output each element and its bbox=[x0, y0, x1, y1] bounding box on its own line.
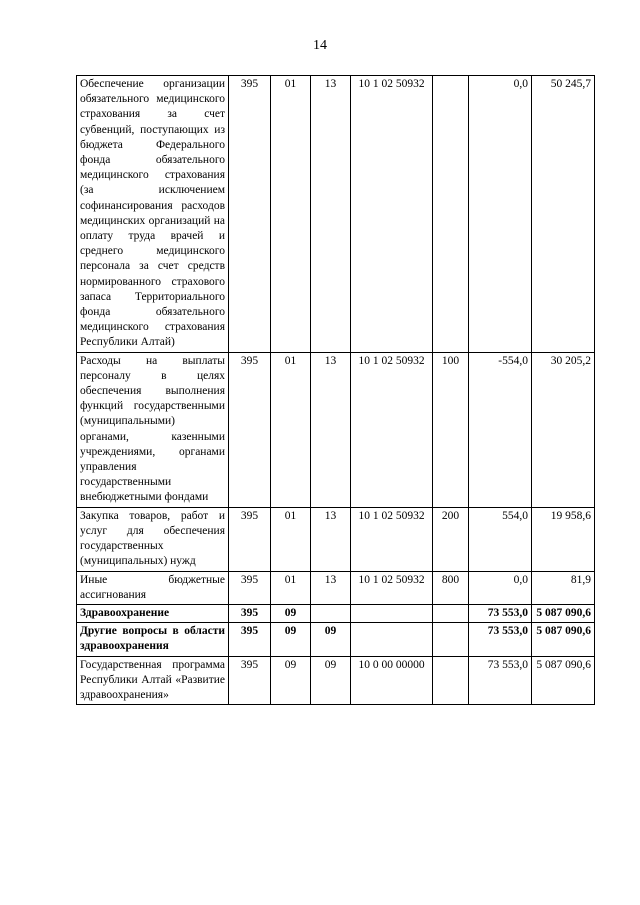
expense-type-code: 100 bbox=[433, 352, 469, 507]
page-number: 14 bbox=[313, 38, 327, 53]
total-amount: 5 087 090,6 bbox=[532, 656, 595, 705]
table-row bbox=[77, 623, 595, 656]
total-amount: 30 205,2 bbox=[532, 352, 595, 507]
target-article-code: 10 0 00 00000 bbox=[351, 656, 433, 705]
target-article-code: 10 1 02 50932 bbox=[351, 76, 433, 353]
section-code: 09 bbox=[271, 604, 311, 622]
target-article-code bbox=[351, 623, 433, 656]
change-amount: 73 553,0 bbox=[469, 656, 532, 705]
expense-type-code bbox=[433, 604, 469, 622]
change-amount: 73 553,0 bbox=[469, 604, 532, 622]
ved-code: 395 bbox=[229, 352, 271, 507]
section-code: 09 bbox=[271, 656, 311, 705]
change-amount: 0,0 bbox=[469, 76, 532, 353]
ved-code: 395 bbox=[229, 571, 271, 604]
target-article-code: 10 1 02 50932 bbox=[351, 352, 433, 507]
target-article-code: 10 1 02 50932 bbox=[351, 571, 433, 604]
subsection-code: 09 bbox=[311, 623, 351, 656]
section-code: 01 bbox=[271, 352, 311, 507]
expense-type-code bbox=[433, 76, 469, 353]
table-row bbox=[77, 507, 595, 571]
section-code: 01 bbox=[271, 507, 311, 571]
change-amount: -554,0 bbox=[469, 352, 532, 507]
table-row bbox=[77, 76, 595, 353]
ved-code: 395 bbox=[229, 604, 271, 622]
total-amount: 19 958,6 bbox=[532, 507, 595, 571]
total-amount: 50 245,7 bbox=[532, 76, 595, 353]
target-article-code bbox=[351, 604, 433, 622]
total-amount: 5 087 090,6 bbox=[532, 623, 595, 656]
total-amount: 81,9 bbox=[532, 571, 595, 604]
table-row bbox=[77, 656, 595, 705]
change-amount: 73 553,0 bbox=[469, 623, 532, 656]
row-description: Расходы на выплаты персоналу в целях обеспечения выполнения функций государственными (муниципальными) органами, казенными учреждениями, органами управления государственными внебюджетными фондами bbox=[77, 352, 229, 507]
change-amount: 554,0 bbox=[469, 507, 532, 571]
row-description: Закупка товаров, работ и услуг для обеспечения государственных (муниципальных) нужд bbox=[77, 507, 229, 571]
expense-type-code: 200 bbox=[433, 507, 469, 571]
section-code: 01 bbox=[271, 76, 311, 353]
section-code: 01 bbox=[271, 571, 311, 604]
subsection-code bbox=[311, 604, 351, 622]
expense-type-code bbox=[433, 623, 469, 656]
table-row bbox=[77, 571, 595, 604]
section-code: 09 bbox=[271, 623, 311, 656]
budget-table bbox=[76, 75, 595, 705]
row-description: Государственная программа Республики Алтай «Развитие здравоохранения» bbox=[77, 656, 229, 705]
expense-type-code bbox=[433, 656, 469, 705]
subsection-code: 13 bbox=[311, 507, 351, 571]
target-article-code: 10 1 02 50932 bbox=[351, 507, 433, 571]
subsection-code: 13 bbox=[311, 76, 351, 353]
subsection-code: 13 bbox=[311, 352, 351, 507]
change-amount: 0,0 bbox=[469, 571, 532, 604]
total-amount: 5 087 090,6 bbox=[532, 604, 595, 622]
row-description: Здравоохранение bbox=[77, 604, 229, 622]
ved-code: 395 bbox=[229, 76, 271, 353]
table-row bbox=[77, 352, 595, 507]
row-description: Обеспечение организации обязательного медицинского страхования за счет субвенций, поступающих из бюджета Федерального фонда обязательного медицинского страхования (за исключением софинансирования расходов медицинских организаций на оплату труда врачей и среднего медицинского персонала за счет средств нормированного страхового запаса Территориального фонда обязательного медицинского страхования Республики Алтай) bbox=[77, 76, 229, 353]
row-description: Иные бюджетные ассигнования bbox=[77, 571, 229, 604]
table-row bbox=[77, 604, 595, 622]
ved-code: 395 bbox=[229, 623, 271, 656]
ved-code: 395 bbox=[229, 507, 271, 571]
expense-type-code: 800 bbox=[433, 571, 469, 604]
subsection-code: 13 bbox=[311, 571, 351, 604]
subsection-code: 09 bbox=[311, 656, 351, 705]
row-description: Другие вопросы в области здравоохранения bbox=[77, 623, 229, 656]
ved-code: 395 bbox=[229, 656, 271, 705]
